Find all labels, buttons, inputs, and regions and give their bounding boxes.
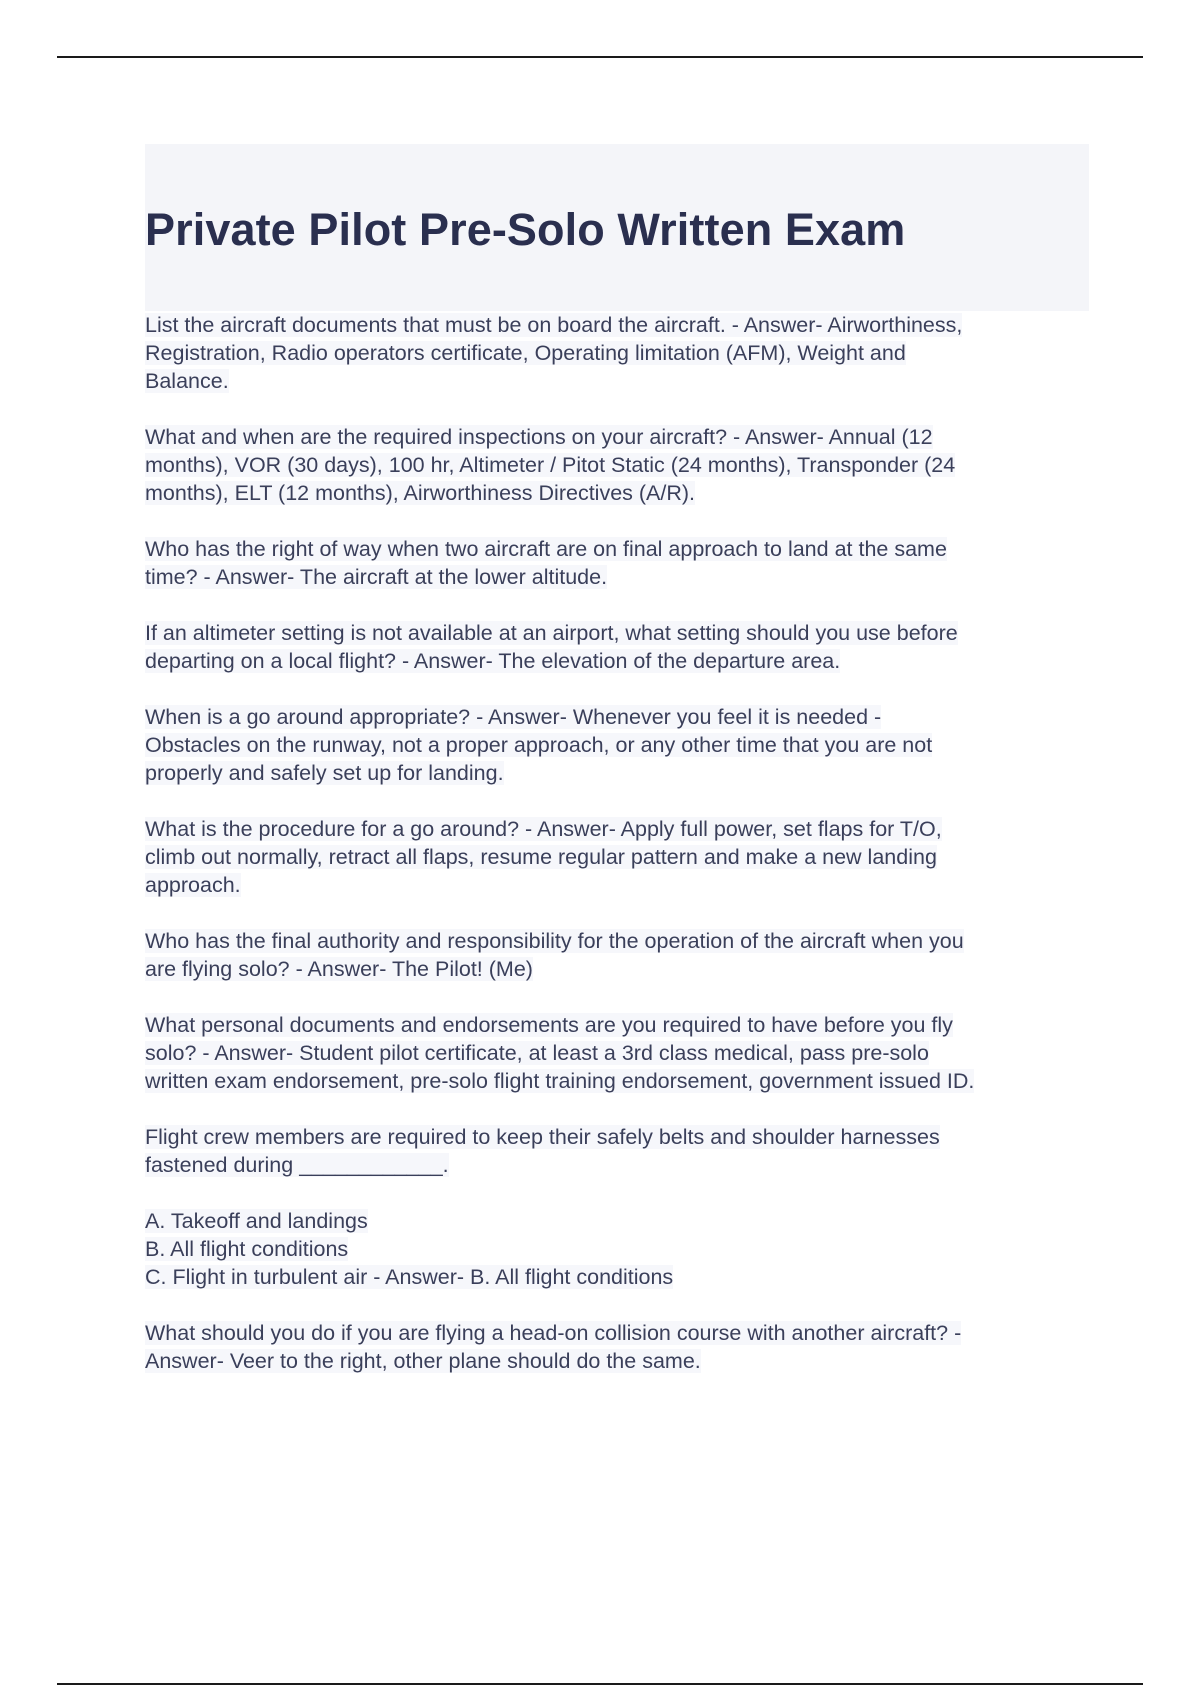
qa-line: are flying solo? - Answer- The Pilot! (Me) (145, 957, 533, 981)
qa-line: Registration, Radio operators certificate, Operating limitation (AFM), Weight and (145, 341, 906, 365)
qa-item (145, 311, 1089, 395)
qa-line: Balance. (145, 369, 229, 393)
qa-options (145, 1207, 1089, 1291)
option-b: B. All flight conditions (145, 1237, 349, 1261)
qa-item (145, 703, 1089, 787)
qa-line: Answer- Veer to the right, other plane should do the same. (145, 1349, 701, 1373)
qa-line: Obstacles on the runway, not a proper approach, or any other time that you are not (145, 733, 933, 757)
page-title: Private Pilot Pre-Solo Written Exam (145, 204, 906, 255)
qa-line: fastened during ____________. (145, 1153, 449, 1177)
qa-line: Flight crew members are required to keep their safely belts and shoulder harnesses (145, 1125, 940, 1149)
qa-item (145, 619, 1089, 675)
qa-item (145, 927, 1089, 983)
qa-line: months), VOR (30 days), 100 hr, Altimeter / Pitot Static (24 months), Transponder (24 (145, 453, 956, 477)
qa-item (145, 423, 1089, 507)
qa-line: time? - Answer- The aircraft at the lower altitude. (145, 565, 608, 589)
qa-line: If an altimeter setting is not available at an airport, what setting should you use before (145, 621, 958, 645)
bottom-rule (57, 1683, 1143, 1685)
qa-item (145, 1123, 1089, 1179)
qa-line: Who has the right of way when two aircraft are on final approach to land at the same (145, 537, 947, 561)
qa-item (145, 535, 1089, 591)
qa-line: properly and safely set up for landing. (145, 761, 504, 785)
qa-line: solo? - Answer- Student pilot certificate, at least a 3rd class medical, pass pre-solo (145, 1041, 929, 1065)
top-rule (57, 56, 1143, 58)
qa-line: climb out normally, retract all flaps, resume regular pattern and make a new landing (145, 845, 937, 869)
qa-list (145, 311, 1089, 1403)
qa-line: What should you do if you are flying a head-on collision course with another aircraft? - (145, 1321, 962, 1345)
qa-line: What personal documents and endorsements are you required to have before you fly (145, 1013, 953, 1037)
qa-line: months), ELT (12 months), Airworthiness Directives (A/R). (145, 481, 696, 505)
qa-line: Who has the final authority and responsibility for the operation of the aircraft when you (145, 929, 964, 953)
option-a: A. Takeoff and landings (145, 1209, 368, 1233)
qa-item (145, 1011, 1089, 1095)
qa-line: written exam endorsement, pre-solo flight training endorsement, government issued ID. (145, 1069, 975, 1093)
qa-item (145, 815, 1089, 899)
qa-line: List the aircraft documents that must be on board the aircraft. - Answer- Airworthiness, (145, 313, 963, 337)
qa-line: approach. (145, 873, 241, 897)
qa-line: departing on a local flight? - Answer- The elevation of the departure area. (145, 649, 841, 673)
qa-line: What is the procedure for a go around? - Answer- Apply full power, set flaps for T/O, (145, 817, 942, 841)
qa-line: When is a go around appropriate? - Answer- Whenever you feel it is needed - (145, 705, 882, 729)
qa-line: What and when are the required inspections on your aircraft? - Answer- Annual (12 (145, 425, 933, 449)
qa-item (145, 1319, 1089, 1375)
option-c-answer: C. Flight in turbulent air - Answer- B. All flight conditions (145, 1265, 674, 1289)
